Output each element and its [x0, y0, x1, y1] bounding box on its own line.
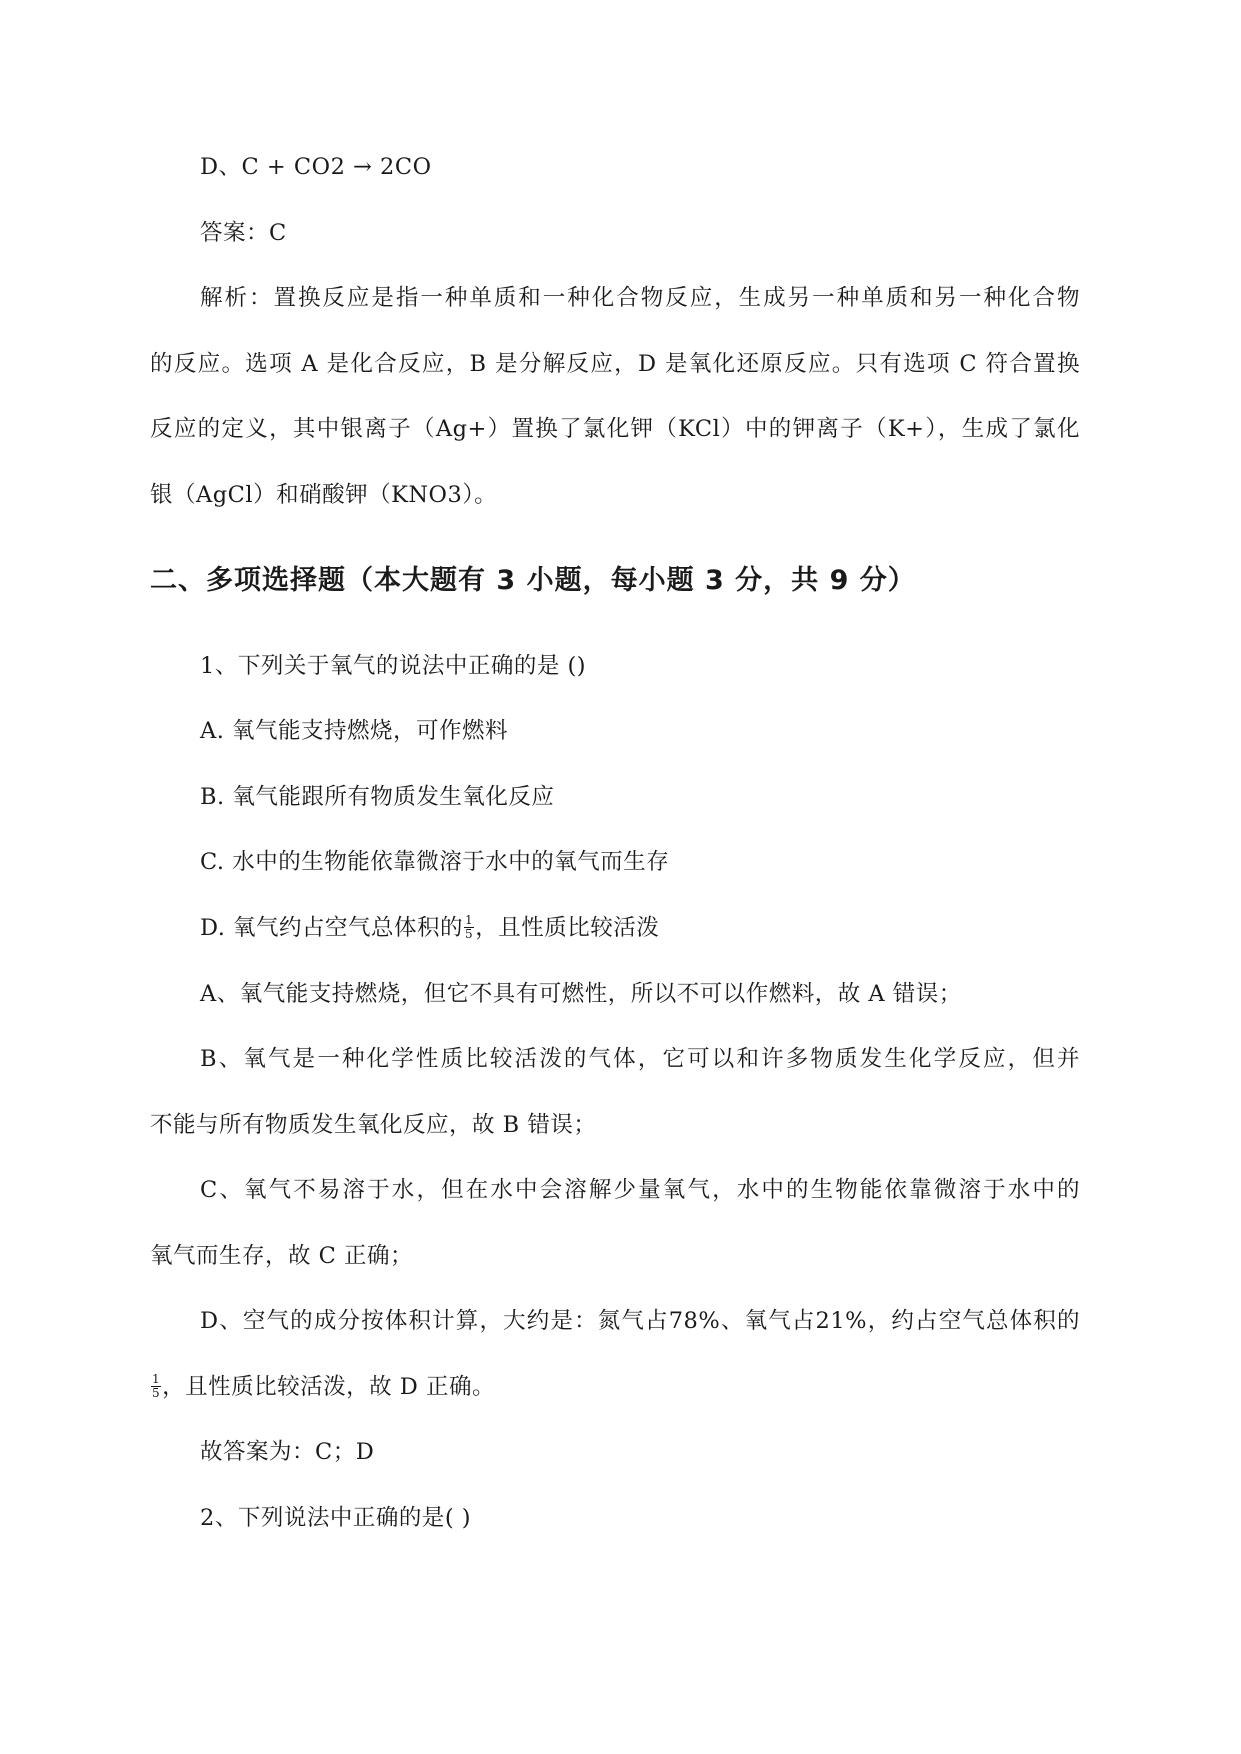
prev-analysis-line-2: 的反应。选项 A 是化合反应，B 是分解反应，D 是氧化还原反应。只有选项 C 符合置换 — [150, 351, 1080, 377]
q1-explain-c-line-1: C、氧气不易溶于水，但在水中会溶解少量氧气，水中的生物能依靠微溶于水中的 — [200, 1177, 1080, 1203]
q1-explain-d-line-2 — [150, 1372, 495, 1402]
fraction-denominator: 5 — [465, 926, 474, 941]
q1-explain-b-line-2: 不能与所有物质发生氧化反应，故 B 错误； — [150, 1112, 597, 1138]
prev-analysis-line-1: 解析：置换反应是指一种单质和一种化合物反应，生成另一种单质和另一种化合物 — [200, 285, 1080, 311]
q1-explain-c-line-2: 氧气而生存，故 C 正确； — [150, 1243, 414, 1269]
section-heading: 二、多项选择题（本大题有 3 小题，每小题 3 分，共 9 分） — [150, 565, 916, 596]
q1-option-a: A. 氧气能支持燃烧，可作燃料 — [200, 718, 509, 744]
q1-final-answer: 故答案为：C；D — [200, 1439, 375, 1465]
q1-option-b: B. 氧气能跟所有物质发生氧化反应 — [200, 784, 555, 810]
q1-option-d — [200, 913, 659, 943]
q1-option-c: C. 水中的生物能依靠微溶于水中的氧气而生存 — [200, 849, 670, 875]
fraction-one-fifth — [464, 914, 474, 941]
q1-explain-a: A、氧气能支持燃烧，但它不具有可燃性，所以不可以作燃料，故 A 错误； — [200, 981, 962, 1007]
fraction-denominator: 5 — [152, 1385, 161, 1400]
fraction-one-fifth-2 — [151, 1373, 161, 1400]
prev-analysis-line-4: 银（AgCl）和硝酸钾（KNO3）。 — [150, 482, 498, 508]
q1-stem: 1、下列关于氧气的说法中正确的是 () — [200, 653, 587, 679]
fraction-numerator: 1 — [152, 1371, 161, 1386]
prev-option-d: D、C + CO2 → 2CO — [200, 154, 432, 180]
q1-option-d-text: D. 氧气约占空气总体积的 — [200, 915, 464, 941]
q2-stem: 2、下列说法中正确的是( ) — [200, 1505, 472, 1531]
prev-answer: 答案：C — [200, 220, 287, 246]
q1-option-d-tail: ，且性质比较活泼 — [475, 915, 660, 941]
q1-explain-b-line-1: B、氧气是一种化学性质比较活泼的气体，它可以和许多物质发生化学反应，但并 — [200, 1046, 1080, 1072]
q1-explain-d-tail: ，且性质比较活泼，故 D 正确。 — [162, 1374, 495, 1400]
q1-explain-d-line-1: D、空气的成分按体积计算，大约是：氮气占78%、氧气占21%，约占空气总体积的 — [200, 1308, 1080, 1334]
fraction-numerator: 1 — [465, 912, 474, 927]
prev-analysis-line-3: 反应的定义，其中银离子（Ag+）置换了氯化钾（KCl）中的钾离子（K+），生成了氯化 — [150, 416, 1080, 442]
